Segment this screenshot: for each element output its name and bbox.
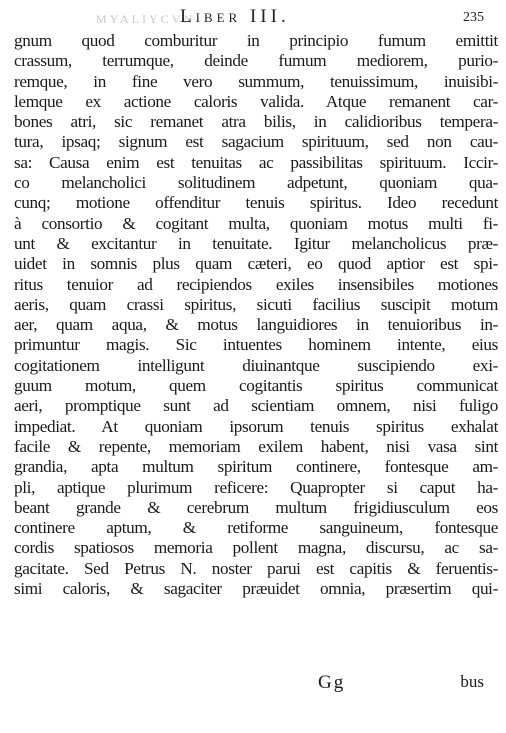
text-line: remque, in fine vero summum, tenuissimum, inuisibi- xyxy=(14,71,498,91)
text-line: cogitationem intelligunt diuinantque suscipiendo exi- xyxy=(14,355,498,375)
text-line: lemque ex actione caloris valida. Atque remanent car- xyxy=(14,91,498,111)
catchword: bus xyxy=(460,672,484,691)
page-number: 235 xyxy=(463,10,484,25)
body-text xyxy=(14,31,498,599)
text-line: tura, ipsaq; signum est sagacium spirituum, sed non cau- xyxy=(14,132,498,152)
text-line: facile & repente, memoriam exilem habent, nisi vasa sint xyxy=(14,436,498,456)
text-line: pli, aptique plurimum reficere: Quapropter si caput ha- xyxy=(14,477,498,497)
text-line: gacitate. Sed Petrus N. noster parui est capitis & feruentis- xyxy=(14,558,498,578)
text-line: simi caloris, & sagaciter præuidet omnia, præsertim qui- xyxy=(14,579,498,599)
text-line: uidet in somnis plus quam cæteri, eo quod aptior est spi- xyxy=(14,254,498,274)
running-head xyxy=(0,4,506,28)
text-line: co melancholici solitudinem adpetunt, quoniam qua- xyxy=(14,173,498,193)
text-line: crassum, terrumque, deinde fumum mediorem, purio- xyxy=(14,51,498,71)
text-line: aeri, promptique sunt ad scientiam omnem, nisi fuligo xyxy=(14,396,498,416)
text-line: beant grande & cerebrum multum frigidiusculum eos xyxy=(14,497,498,517)
text-line: à consortio & cogitant multa, quoniam motus multi fi- xyxy=(14,213,498,233)
text-line: gnum quod comburitur in principio fumum emittit xyxy=(14,31,498,50)
text-line: cunq; motione offenditur tenuis spiritus. Ideo recedunt xyxy=(14,193,498,213)
text-line: grandia, apta multum spiritum continere, fontesque am- xyxy=(14,457,498,477)
text-line: bones atri, sic remanet atra bilis, in calidioribus tempera- xyxy=(14,112,498,132)
running-head-title: Liber III. xyxy=(180,6,290,27)
text-line: impediat. At quoniam ipsorum tenuis spiritus exhalat xyxy=(14,416,498,436)
text-line: guum motum, quem cogitantis spiritus communicat xyxy=(14,376,498,396)
text-line: continere aptum, & retiforme sanguineum, fontesque xyxy=(14,518,498,538)
text-line: cordis spatiosos memoria pollent magna, discursu, ac sa- xyxy=(14,538,498,558)
show-through-text: MYALIYCVN xyxy=(96,12,195,26)
text-line: unt & excitantur in tenuitate. Igitur melancholicus præ- xyxy=(14,233,498,253)
text-line: ritus tenuior ad recipiendos exiles insensibiles motiones xyxy=(14,274,498,294)
text-line: aer, quam aqua, & motus languidiores in tenuioribus in- xyxy=(14,315,498,335)
text-line: primuntur magis. Sic intuentes hominem intente, eius xyxy=(14,335,498,355)
text-line: sa: Causa enim est tenuitas ac passibilitas spirituum. Iccir- xyxy=(14,152,498,172)
text-line: aeris, quam crassi spiritus, sicuti facilius suscipit motum xyxy=(14,294,498,314)
signature-mark: Gg xyxy=(318,672,346,693)
footer-marks xyxy=(0,672,506,696)
